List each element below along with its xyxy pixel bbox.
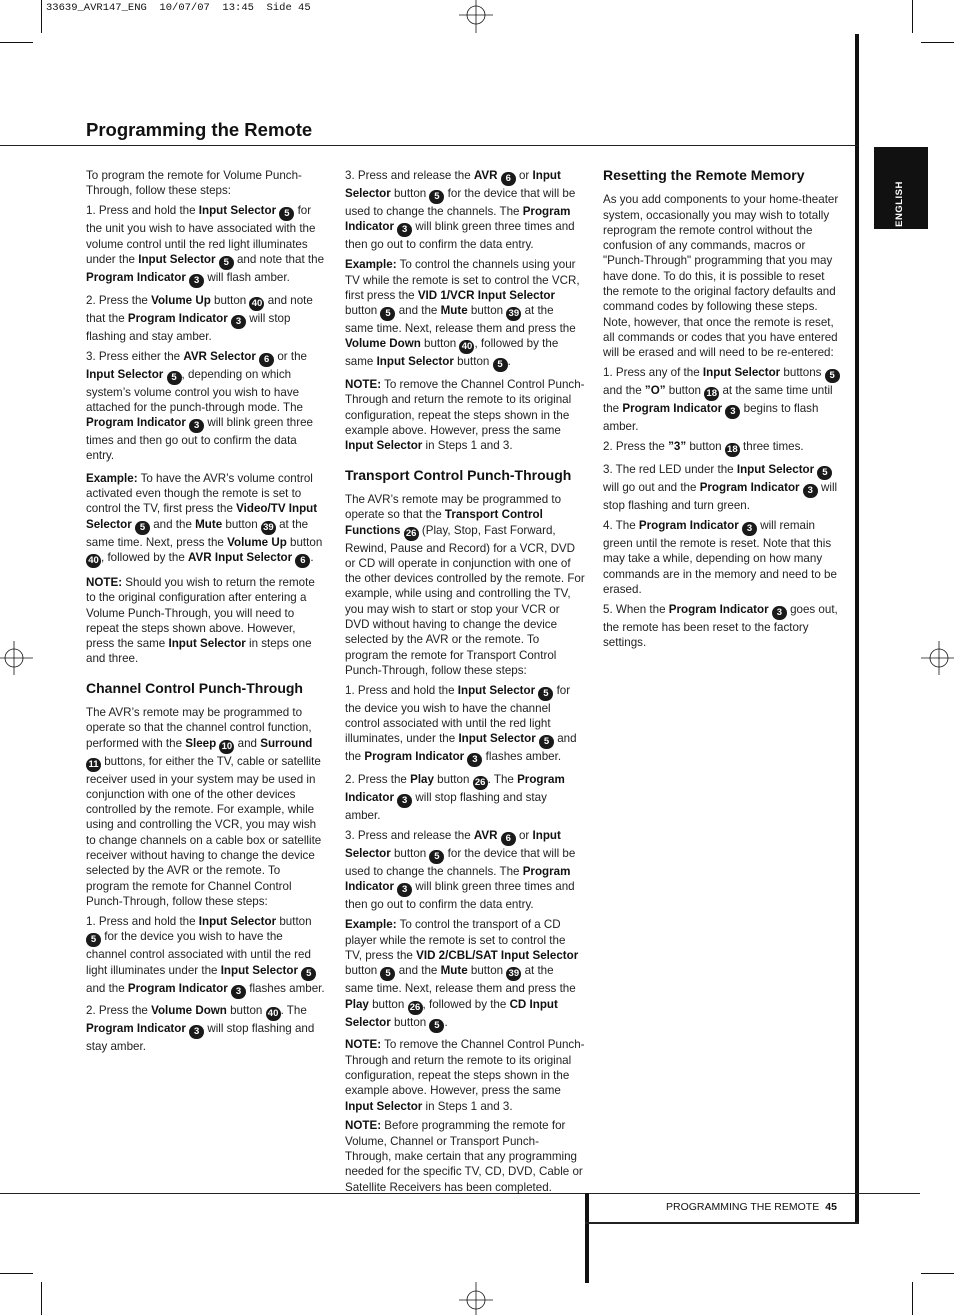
reset-intro: As you add components to your home-theater system, occasionally you may wish to totally reprogram the remote control without the confusion of any commands, macros or "Punch-Through" programming that you may have done. To do this, it is possible to reset the remote to the original factory defaults and command codes by following these steps. Note, however, that once the remote is reset, all commands or codes that you have entered will be erased and will need to be re-entered: <box>603 193 839 360</box>
callout-number: 5 <box>429 1019 444 1033</box>
callout-number: 3 <box>725 405 740 419</box>
reset-step-4: 4. The Program Indicator 3 will remain green until the remote is reset. Note that this may take a while, depending on how many commands are in the memory and need to be erased. <box>603 518 837 596</box>
column-3 <box>603 168 843 655</box>
callout-number: 3 <box>231 315 246 329</box>
page-footer <box>666 1201 837 1213</box>
footer-box-rule <box>585 1222 859 1224</box>
callout-number: 6 <box>259 353 274 367</box>
callout-number: 5 <box>301 967 316 981</box>
print-slug: 33639_AVR147_ENG 10/07/07 13:45 Side 45 <box>46 2 311 14</box>
transport-note: NOTE: To remove the Channel Control Punch-Through and return the remote to its original configuration, repeat the steps shown in the example above. However, press the same Input Selector in Steps 1 and 3. <box>345 1038 585 1113</box>
transport-step-2: 2. Press the Play button 26 . The Program Indicator 3 will stop flashing and stay amber. <box>345 773 565 823</box>
column-2 <box>345 168 585 1200</box>
crop-mark <box>0 1273 33 1274</box>
footer-bar <box>585 1193 589 1283</box>
crop-mark <box>0 42 33 43</box>
transport-example: Example: To control the transport of a CD player while the remote is set to control the TV, press the VID 2/CBL/SAT Input Selector button 5 and the Mute button 39 at the same time. Next, release them and press the Play button 26 , followed by the CD Input Selector button 5 . <box>345 918 579 1031</box>
column-1 <box>86 168 326 1059</box>
right-page-bar <box>855 34 859 1224</box>
crop-mark <box>912 1282 913 1315</box>
registration-mark-icon <box>0 638 34 678</box>
callout-number: 5 <box>219 256 234 270</box>
registration-mark-icon <box>456 0 496 34</box>
callout-number: 3 <box>803 484 818 498</box>
callout-number: 3 <box>189 1025 204 1039</box>
volume-step-2: 2. Press the Volume Up button 40 and note that the Program Indicator 3 will stop flashing and stay amber. <box>86 293 313 343</box>
section-heading-reset: Resetting the Remote Memory <box>603 167 805 183</box>
callout-number: 39 <box>506 967 521 981</box>
callout-number: 5 <box>86 933 101 947</box>
reset-step-3: 3. The red LED under the Input Selector 5 will go out and the Program Indicator 3 will stop flashing and turn green. <box>603 462 838 512</box>
callout-number: 3 <box>189 274 204 288</box>
callout-number: 3 <box>397 794 412 808</box>
callout-number: 5 <box>279 207 294 221</box>
transport-step-3: 3. Press and release the AVR 6 or Input Selector button 5 for the device that will be used to change the channels. The Program Indicator 3 will blink green three times and then go out to confirm the data entry. <box>345 829 576 912</box>
callout-number: 6 <box>501 832 516 846</box>
channel-example: Example: To control the channels using your TV while the remote is set to control the VCR, first press the VID 1/VCR Input Selector button 5 and the Mute button 39 at the same time. Next, release them and press the Volume Down button 40 , followed by the same Input Selector button 5 . <box>345 258 580 371</box>
channel-note: NOTE: To remove the Channel Control Punch-Through and return the remote to its original configuration, repeat the steps shown in the example above. However, press the same Input Selector in Steps 1 and 3. <box>345 378 585 453</box>
callout-number: 40 <box>459 340 474 354</box>
callout-number: 26 <box>473 776 488 790</box>
channel-step-3: 3. Press and release the AVR 6 or Input Selector button 5 for the device that will be used to change the channels. The Program Indicator 3 will blink green three times and then go out to confirm the data entry. <box>345 169 576 252</box>
callout-number: 3 <box>231 985 246 999</box>
channel-step-1: 1. Press and hold the Input Selector button 5 for the device you wish to have the channel control associated with until the red light illuminates under the Input Selector 5 and the Program Indicator 3 flashes amber. <box>86 914 325 997</box>
callout-number: 3 <box>742 522 757 536</box>
callout-number: 39 <box>506 307 521 321</box>
callout-number: 5 <box>380 967 395 981</box>
reset-step-1: 1. Press any of the Input Selector buttons 5 and the ”O” button 18 at the same time until the Program Indicator 3 begins to flash amber. <box>603 365 843 434</box>
callout-number: 5 <box>493 358 508 372</box>
final-note: NOTE: Before programming the remote for Volume, Channel or Transport Punch-Through, make certain that any programming needed for the specific TV, CD, DVD, Cable or Satellite Receivers has been completed. <box>345 1119 583 1194</box>
channel-intro: The AVR’s remote may be programmed to operate so that the channel control function, performed with the Sleep 10 and Surround 11 buttons, for either the TV, cable or satellite receiver used in your system may be used in conjunction with one of the other devices controlled by the remote. For example, while using and controlling the VCR, you may wish to change channels on a cable box or satellite receiver without having to change the device selected by the AVR or the remote. To program the remote for Channel Control Punch-Through, follow these steps: <box>86 706 322 908</box>
callout-number: 40 <box>266 1007 281 1021</box>
callout-number: 40 <box>249 297 264 311</box>
callout-number: 5 <box>825 369 840 383</box>
callout-number: 5 <box>167 371 182 385</box>
callout-number: 3 <box>189 419 204 433</box>
callout-number: 26 <box>408 1001 423 1015</box>
registration-mark-icon <box>920 638 954 678</box>
callout-number: 3 <box>397 223 412 237</box>
reset-step-5: 5. When the Program Indicator 3 goes out, the remote has been reset to the factory settings. <box>603 602 838 650</box>
registration-mark-icon <box>456 1281 496 1315</box>
crop-mark <box>912 0 913 33</box>
reset-step-2: 2. Press the ”3” button 18 three times. <box>603 440 804 456</box>
volume-example: Example: To have the AVR’s volume control activated even though the remote is set to control the TV, first press the Video/TV Input Selector 5 and the Mute button 39 at the same time. Next, press the Volume Up button 40 , followed by the AVR Input Selector 6 . <box>86 471 323 566</box>
callout-number: 3 <box>397 883 412 897</box>
transport-intro: The AVR’s remote may be programmed to operate so that the Transport Control Functions 26 (Play, Stop, Fast Forward, Rewind, Pause and Record) for a VCR, DVD or CD will operate in conjunction with one of the other devices controlled by the remote. For example, while using and controlling the TV, you may wish to start or stop your VCR or DVD without having to change the device selected by the AVR or the remote. To program the remote for Transport Control Punch-Through, follow these steps: <box>345 492 585 677</box>
callout-number: 5 <box>429 190 444 204</box>
page-title: Programming the Remote <box>86 119 313 140</box>
transport-step-1: 1. Press and hold the Input Selector 5 for the device you wish to have the channel control associated with until the red light illuminates, under the Input Selector 5 and the Program Indicator 3 flashes amber. <box>345 683 577 766</box>
volume-step-1: 1. Press and hold the Input Selector 5 for the unit you wish to have associated with the volume control until the red light illuminates under the Input Selector 5 and note that the Program Indicator 3 will flash amber. <box>86 204 325 286</box>
callout-number: 3 <box>772 606 787 620</box>
crop-mark <box>921 1273 954 1274</box>
section-heading-transport: Transport Control Punch-Through <box>345 466 572 483</box>
callout-number: 5 <box>429 850 444 864</box>
callout-number: 18 <box>704 387 719 401</box>
callout-number: 5 <box>380 307 395 321</box>
callout-number: 26 <box>404 527 419 541</box>
callout-number: 5 <box>539 735 554 749</box>
channel-step-2: 2. Press the Volume Down button 40 . The Program Indicator 3 will stop flashing and stay amber. <box>86 1004 315 1054</box>
crop-mark <box>921 42 954 43</box>
callout-number: 5 <box>538 687 553 701</box>
page-number: 45 <box>825 1201 837 1213</box>
language-tab-label: ENGLISH <box>894 181 905 227</box>
footer-section-label: PROGRAMMING THE REMOTE <box>666 1201 820 1213</box>
callout-number: 6 <box>501 172 516 186</box>
callout-number: 3 <box>467 753 482 767</box>
callout-number: 5 <box>135 521 150 535</box>
callout-number: 11 <box>86 758 101 772</box>
callout-number: 40 <box>86 554 101 568</box>
callout-number: 5 <box>817 466 832 480</box>
callout-number: 10 <box>219 740 234 754</box>
volume-step-3: 3. Press either the AVR Selector 6 or the Input Selector 5 , depending on which system’s volume control you wish to have attached for the punch-through mode. The Program Indicator 3 will blink green three times and then go out to confirm the data entry. <box>86 349 314 463</box>
crop-mark <box>41 0 42 33</box>
intro-paragraph: To program the remote for Volume Punch-Through, follow these steps: <box>86 169 302 198</box>
callout-number: 6 <box>295 554 310 568</box>
crop-mark <box>41 1282 42 1315</box>
section-heading-channel: Channel Control Punch-Through <box>86 679 303 696</box>
callout-number: 39 <box>261 521 276 535</box>
callout-number: 18 <box>725 443 740 457</box>
header-rule <box>0 145 858 146</box>
volume-note: NOTE: Should you wish to return the remote to the original configuration after entering a Volume Punch-Through, you will need to repeat the steps shown above. However, press the same Input Selector in steps one and three. <box>86 575 315 666</box>
